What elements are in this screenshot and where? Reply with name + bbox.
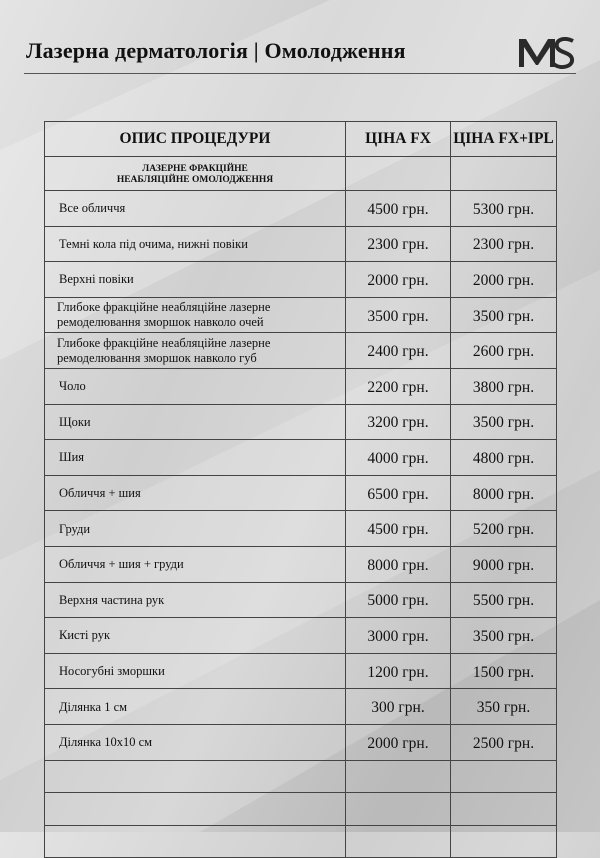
price-fx: 5000 грн.	[346, 582, 451, 618]
section-empty-cell	[346, 157, 451, 191]
table-row	[45, 368, 557, 404]
procedure-name: Щоки	[45, 404, 346, 440]
procedure-name: Ділянка 1 см	[45, 689, 346, 725]
price-fx: 8000 грн.	[346, 546, 451, 582]
table-row	[45, 440, 557, 476]
table-row	[45, 618, 557, 654]
empty-cell	[451, 760, 557, 793]
empty-cell	[346, 760, 451, 793]
procedure-name	[45, 333, 346, 369]
empty-cell	[346, 793, 451, 826]
price-fx-ipl: 3500 грн.	[451, 297, 557, 333]
table-row	[45, 297, 557, 333]
price-fx-ipl: 3500 грн.	[451, 618, 557, 654]
procedure-name: Шия	[45, 440, 346, 476]
empty-cell	[451, 793, 557, 826]
procedure-name: Все обличчя	[45, 191, 346, 227]
table-row	[45, 546, 557, 582]
section-row	[45, 157, 557, 191]
table-row	[45, 582, 557, 618]
price-fx-ipl: 5300 грн.	[451, 191, 557, 227]
procedure-name: Обличчя + шия + груди	[45, 546, 346, 582]
empty-cell	[45, 793, 346, 826]
price-fx: 2000 грн.	[346, 262, 451, 298]
table-row	[45, 262, 557, 298]
table-row	[45, 689, 557, 725]
table-row	[45, 333, 557, 369]
price-fx: 1200 грн.	[346, 653, 451, 689]
column-header-price-fx: ЦІНА FX	[346, 122, 451, 157]
price-fx-ipl: 8000 грн.	[451, 475, 557, 511]
section-empty-cell	[451, 157, 557, 191]
price-fx-ipl: 1500 грн.	[451, 653, 557, 689]
procedure-name: Ділянка 10х10 см	[45, 724, 346, 760]
price-fx: 300 грн.	[346, 689, 451, 725]
procedure-name: Груди	[45, 511, 346, 547]
price-table	[44, 121, 557, 858]
table-header-row	[45, 122, 557, 157]
empty-cell	[45, 825, 346, 858]
section-title-line2: НЕАБЛЯЦІЙНЕ ОМОЛОДЖЕННЯ	[116, 174, 274, 185]
price-fx-ipl: 9000 грн.	[451, 546, 557, 582]
procedure-name: Носогубні зморшки	[45, 653, 346, 689]
price-fx-ipl: 5500 грн.	[451, 582, 557, 618]
empty-row	[45, 825, 557, 858]
price-fx: 6500 грн.	[346, 475, 451, 511]
procedure-name	[45, 297, 346, 333]
procedure-name: Обличчя + шия	[45, 475, 346, 511]
price-fx-ipl: 5200 грн.	[451, 511, 557, 547]
price-fx-ipl: 350 грн.	[451, 689, 557, 725]
page-title: Лазерна дерматологія | Омолодження	[26, 38, 406, 63]
empty-row	[45, 760, 557, 793]
price-fx-ipl: 2000 грн.	[451, 262, 557, 298]
price-fx: 4000 грн.	[346, 440, 451, 476]
price-fx: 3500 грн.	[346, 297, 451, 333]
table-row	[45, 475, 557, 511]
table-row	[45, 191, 557, 227]
table-row	[45, 511, 557, 547]
table-row	[45, 724, 557, 760]
procedure-name-line1: Глибоке фракційне неабляційне лазерне	[57, 335, 271, 350]
price-fx: 4500 грн.	[346, 191, 451, 227]
price-fx-ipl: 3500 грн.	[451, 404, 557, 440]
price-fx-ipl: 2300 грн.	[451, 226, 557, 262]
table-row	[45, 226, 557, 262]
procedure-name: Верхні повіки	[45, 262, 346, 298]
procedure-name-line1: Глибоке фракційне неабляційне лазерне	[57, 300, 271, 315]
price-fx: 2400 грн.	[346, 333, 451, 369]
price-fx-ipl: 2500 грн.	[451, 724, 557, 760]
procedure-name: Чоло	[45, 368, 346, 404]
price-fx: 2200 грн.	[346, 368, 451, 404]
empty-cell	[451, 825, 557, 858]
price-fx-ipl: 3800 грн.	[451, 368, 557, 404]
price-fx-ipl: 2600 грн.	[451, 333, 557, 369]
procedure-name-line2: ремоделювання зморшок навколо очей	[57, 315, 264, 330]
column-header-price-fx-ipl: ЦІНА FX+IPL	[451, 122, 557, 157]
column-header-description: ОПИС ПРОЦЕДУРИ	[45, 122, 346, 157]
price-fx: 3000 грн.	[346, 618, 451, 654]
empty-row	[45, 793, 557, 826]
price-fx: 3200 грн.	[346, 404, 451, 440]
procedure-name-line2: ремоделювання зморшок навколо губ	[57, 350, 257, 365]
procedure-name: Кисті рук	[45, 618, 346, 654]
price-fx-ipl: 4800 грн.	[451, 440, 557, 476]
table-row	[45, 653, 557, 689]
section-title-line1: ЛАЗЕРНЕ ФРАКЦІЙНЕ	[142, 163, 248, 174]
empty-cell	[45, 760, 346, 793]
procedure-name: Темні кола під очима, нижні повіки	[45, 226, 346, 262]
ms-logo-icon	[517, 37, 575, 69]
price-fx: 2000 грн.	[346, 724, 451, 760]
page-header	[0, 0, 600, 80]
empty-cell	[346, 825, 451, 858]
table-row	[45, 404, 557, 440]
section-title	[45, 157, 346, 191]
price-fx: 2300 грн.	[346, 226, 451, 262]
price-fx: 4500 грн.	[346, 511, 451, 547]
procedure-name: Верхня частина рук	[45, 582, 346, 618]
header-divider	[24, 73, 576, 74]
